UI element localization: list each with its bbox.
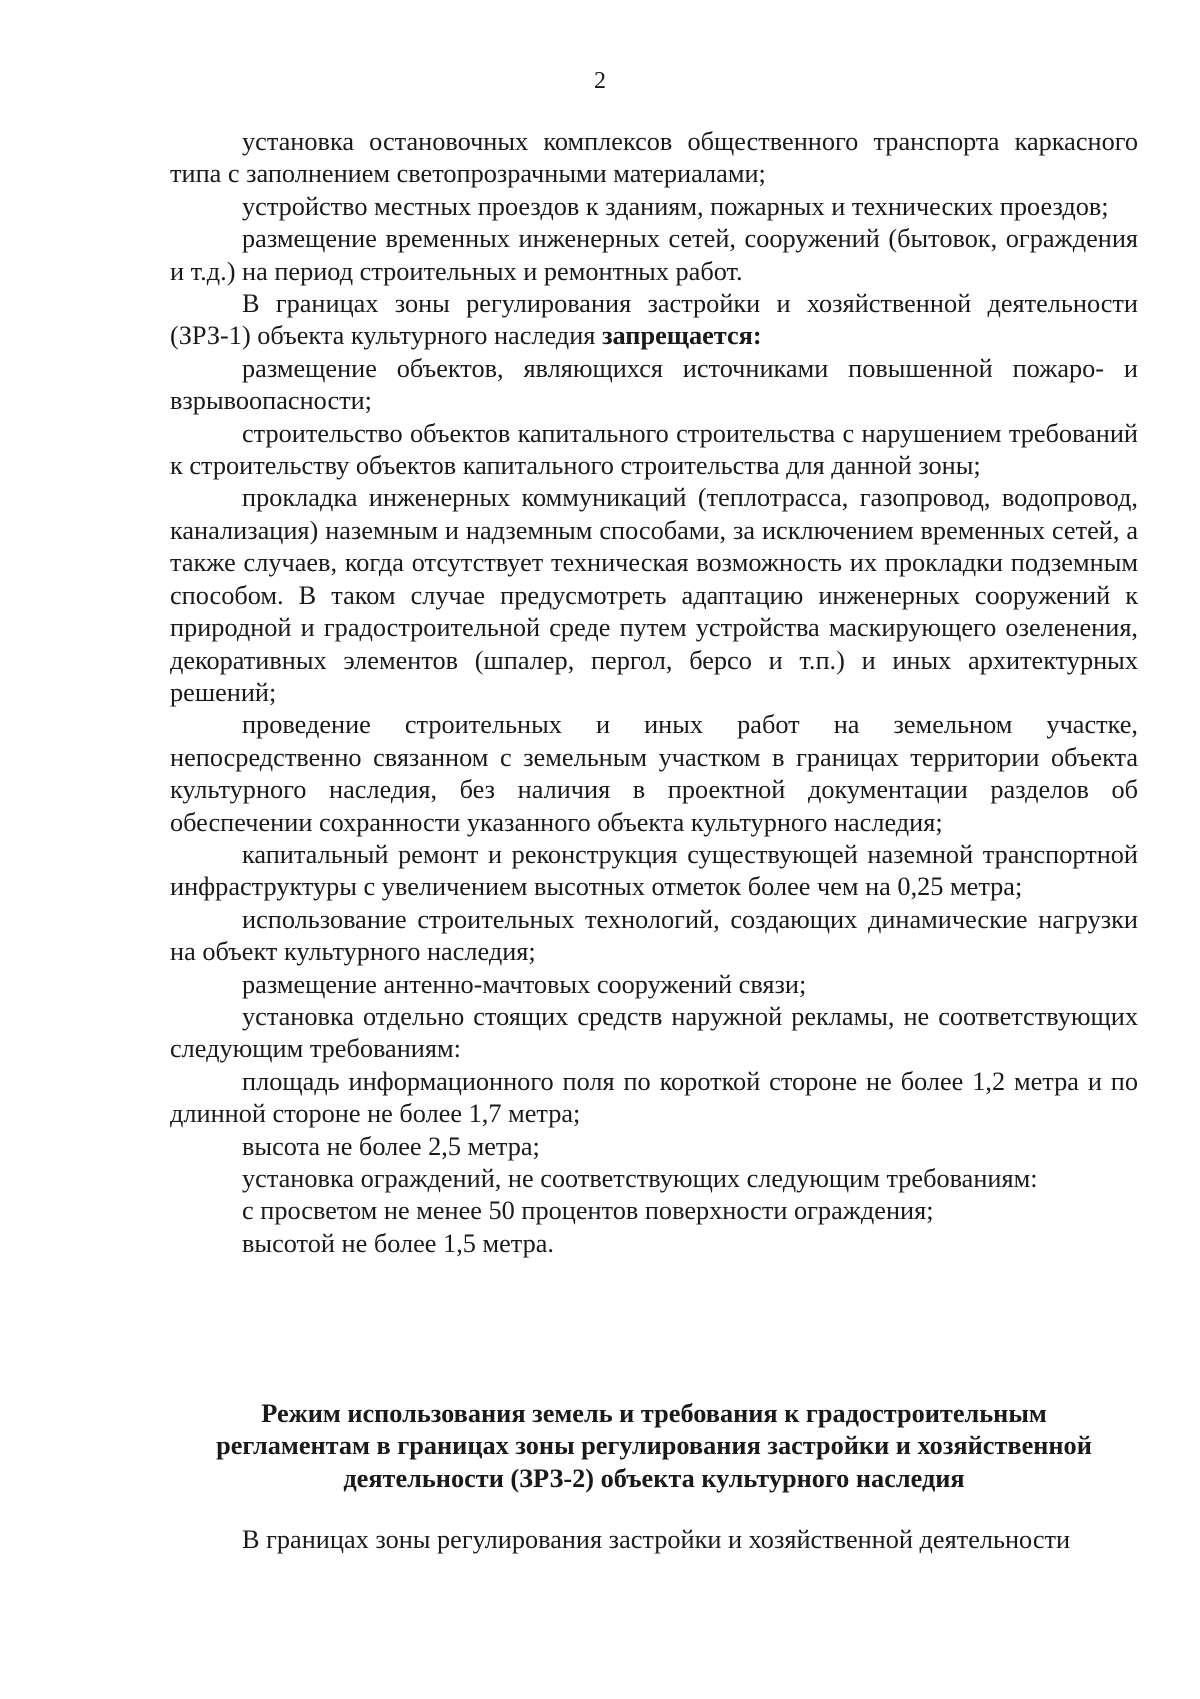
paragraph-capital-construction: строительство объектов капитального строительства с нарушением требований к строительству объектов капитального строительства для данной зоны; [170,418,1138,481]
paragraph-transport-reconstruction: капитальный ремонт и реконструкция существующей наземной транспортной инфраструктуры с увеличением высотных отметок более чем на 0,25 метра; [170,839,1138,902]
paragraph-works-on-land-plot: проведение строительных и иных работ на земельном участке, непосредственно связанном с земельным участком в границах территории объекта культурного наследия, без наличия в проектной документации разделов об обеспечении сохранности указанного объекта культурного наследия; [170,710,1138,837]
paragraph-height-limit: высота не более 2,5 метра; [242,1131,540,1161]
paragraph-outdoor-advertising: установка отдельно стоящих средств наружной рекламы, не соответствующих следующим требованиям: [170,1001,1138,1064]
paragraph-fence-transparency: с просветом не менее 50 процентов поверхности ограждения; [242,1196,934,1226]
paragraph-temporary-networks: размещение временных инженерных сетей, сооружений (бытовок, ограждения и т.д.) на период строительных и ремонтных работ. [170,224,1138,286]
paragraph-info-field-area: площадь информационного поля по короткой стороне не более 1,2 метра и по длинной стороне не более 1,7 метра; [170,1066,1138,1129]
section-heading-line-3: деятельности (ЗРЗ-2) объекта культурного наследия [343,1463,965,1493]
paragraph-local-driveways: устройство местных проездов к зданиям, пожарных и технических проездов; [242,191,1109,221]
zrz1-intro-text: В границах зоны регулирования застройки и хозяйственной деятельности (ЗРЗ-1) объекта культурного наследия [170,289,1138,351]
paragraph-fire-hazard-objects: размещение объектов, являющихся источниками повышенной пожаро- и взрывоопасности; [170,353,1138,416]
prohibited-label: запрещается: [601,321,762,351]
document-body [170,126,1138,1260]
paragraph-zrz1-prohibitions [170,288,1138,353]
paragraph-fence-height: высотой не более 1,5 метра. [242,1228,555,1258]
paragraph-fences: установка ограждений, не соответствующих следующим требованиям: [242,1164,1038,1193]
paragraph-zrz2-intro: В границах зоны регулирования застройки и хозяйственной деятельности [242,1525,1071,1554]
section-heading-line-2: регламентам в границах зоны регулирования застройки и хозяйственной [216,1431,1092,1461]
paragraph-antenna-masts: размещение антенно-мачтовых сооружений связи; [242,969,807,999]
paragraph-utility-laying: прокладка инженерных коммуникаций (теплотрасса, газопровод, водопровод, канализация) наземным и надземным способами, за исключением временных сетей, а также случаев, когда отсутствует техническая возможность их прокладки подземным способом. В таком случае предусмотреть адаптацию инженерных сооружений к природной и градостроительной среде путем устройства маскирующего озеленения, декоративных элементов (шпалер, пергол, берсо и т.п.) и иных архитектурных решений; [170,483,1138,707]
page-number: 2 [594,68,606,94]
paragraph-dynamic-loads: использование строительных технологий, создающих динамические нагрузки на объект культурного наследия; [170,904,1138,967]
section-heading-line-1: Режим использования земель и требования к градостроительным [261,1399,1047,1428]
paragraph-bus-stops: установка остановочных комплексов общественного транспорта каркасного типа с заполнением светопрозрачными материалами; [170,127,1138,189]
section-heading [170,1398,1138,1495]
